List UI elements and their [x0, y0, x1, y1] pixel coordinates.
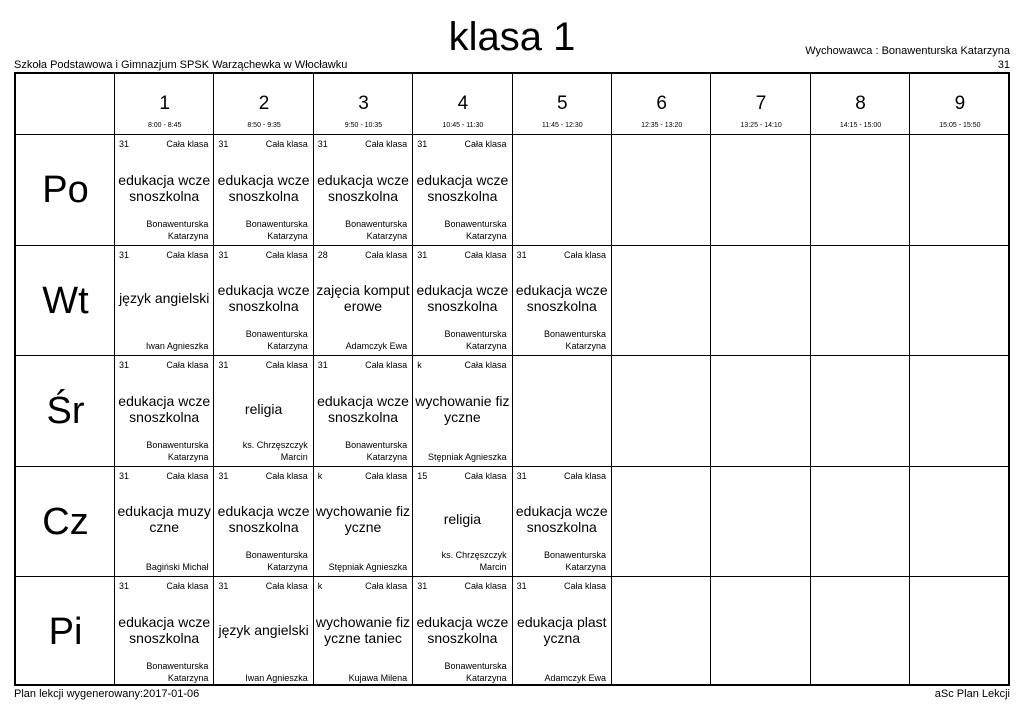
lesson-cell [214, 356, 312, 466]
home-room: 31 [997, 59, 1010, 71]
lesson-group: Cała klasa [265, 139, 308, 149]
lesson-subject: edukacja wczesnoszkolna [515, 503, 608, 536]
lesson-teacher: Adamczyk Ewa [345, 341, 408, 351]
period-header [413, 74, 512, 135]
lesson-room: 31 [218, 249, 229, 260]
lesson-room: k [417, 360, 422, 370]
lesson-cell [314, 577, 412, 687]
lesson-subject: wychowanie fizyczne taniec [315, 613, 411, 646]
lesson-group: Cała klasa [265, 581, 308, 591]
lesson-room: 31 [119, 360, 130, 370]
lesson-group: Cała klasa [563, 581, 606, 591]
day-label: Śr [46, 390, 85, 432]
lesson-teacher: Stępniak Agnieszka [428, 451, 507, 462]
lesson-room: 15 [417, 470, 428, 481]
lesson-room: 31 [317, 360, 328, 370]
period-header [115, 74, 214, 135]
lesson-teacher: Bonawenturska Katarzyna [245, 329, 308, 351]
lesson-cell [513, 577, 611, 687]
lesson-subject: edukacja wczesnoszkolna [217, 171, 310, 204]
lesson-teacher: Bonawenturska Katarzyna [543, 550, 606, 572]
period-header [214, 74, 313, 135]
lesson-group: Cała klasa [464, 249, 507, 260]
period-header [811, 74, 910, 135]
lesson-group: Cała klasa [166, 249, 209, 260]
lesson-room: 31 [417, 581, 428, 591]
period-time: 15:05 - 15:50 [939, 122, 981, 129]
lesson-room: 31 [317, 139, 328, 149]
grid-vline [810, 74, 811, 684]
lesson-cell [314, 356, 412, 466]
lesson-teacher: Stępniak Agnieszka [328, 562, 408, 572]
lesson-teacher: Bonawenturska Katarzyna [444, 329, 507, 351]
lesson-cell [115, 246, 213, 356]
lesson-cell [413, 356, 511, 466]
lesson-teacher: Bonawenturska Katarzyna [146, 660, 209, 683]
lesson-teacher: Bonawenturska Katarzyna [345, 218, 408, 241]
lesson-group: Cała klasa [365, 139, 408, 149]
lesson-cell [214, 577, 312, 687]
lesson-group: Cała klasa [365, 470, 408, 481]
lesson-group: Cała klasa [464, 139, 507, 149]
grid-vline [710, 74, 711, 684]
lesson-subject: edukacja plastyczna [517, 613, 607, 646]
lesson-teacher: Bonawenturska Katarzyna [345, 439, 408, 462]
period-number: 6 [656, 93, 667, 114]
period-header [910, 74, 1009, 135]
lesson-subject: edukacja wczesnoszkolna [317, 171, 409, 204]
lesson-teacher: ks. Chrzęszczyk Marcin [242, 439, 308, 462]
grid-vline [909, 74, 910, 684]
lesson-cell [115, 356, 213, 466]
lesson-teacher: Bonawenturska Katarzyna [444, 218, 507, 241]
lesson-subject: edukacja wczesnoszkolna [118, 392, 211, 425]
lesson-cell [314, 135, 412, 245]
lesson-group: Cała klasa [365, 249, 408, 260]
lesson-subject: edukacja wczesnoszkolna [416, 171, 509, 204]
lesson-group: Cała klasa [166, 360, 209, 370]
lesson-cell [413, 467, 511, 577]
lesson-teacher: ks. Chrzęszczyk Marcin [441, 550, 507, 572]
class-teacher: Wychowawca : Bonawenturska Katarzyna [805, 45, 1010, 57]
lesson-teacher: Bonawenturska Katarzyna [146, 439, 209, 462]
lesson-room: 31 [417, 249, 428, 260]
lesson-cell [314, 467, 412, 577]
period-time: 9:50 - 10:35 [344, 122, 383, 129]
lesson-subject: język angielski [218, 621, 309, 638]
period-number: 8 [855, 93, 866, 114]
period-header [612, 74, 711, 135]
lesson-cell [413, 246, 511, 356]
lesson-group: Cała klasa [464, 470, 507, 481]
lesson-teacher: Bonawenturska Katarzyna [543, 329, 606, 351]
period-time: 13:25 - 14:10 [740, 122, 782, 129]
lesson-subject: religia [443, 511, 482, 528]
lesson-cell [314, 246, 412, 356]
lesson-teacher: Bonawenturska Katarzyna [245, 550, 308, 572]
lesson-room: 31 [218, 360, 229, 370]
lesson-teacher: Iwan Agnieszka [245, 672, 308, 683]
lesson-subject: edukacja wczesnoszkolna [217, 282, 310, 315]
lesson-subject: edukacja muzyczne [117, 503, 211, 536]
lesson-cell [513, 467, 611, 577]
lesson-room: k [317, 470, 323, 481]
period-number: 9 [954, 93, 966, 114]
lesson-room: 31 [218, 581, 229, 591]
lesson-cell [513, 246, 611, 356]
lesson-teacher: Bagiński Michał [145, 562, 209, 572]
lesson-teacher: Iwan Agnieszka [145, 341, 209, 351]
lesson-subject: edukacja wczesnoszkolna [118, 171, 211, 204]
lesson-group: Cała klasa [365, 581, 408, 591]
lesson-room: 31 [218, 139, 229, 149]
lesson-group: Cała klasa [464, 581, 507, 591]
lesson-room: k [317, 581, 323, 591]
lesson-cell [413, 135, 511, 245]
period-time: 8:00 - 8:45 [147, 122, 182, 129]
lesson-room: 31 [218, 470, 229, 481]
lesson-group: Cała klasa [365, 360, 408, 370]
lesson-room: 31 [119, 581, 130, 591]
period-time: 12:35 - 13:20 [641, 122, 683, 129]
grid-vline [611, 74, 612, 684]
lesson-cell [115, 577, 213, 687]
lesson-room: 31 [119, 249, 130, 260]
lesson-subject: edukacja wczesnoszkolna [416, 613, 509, 646]
lesson-subject: edukacja wczesnoszkolna [317, 392, 409, 425]
lesson-cell [214, 246, 312, 356]
lesson-group: Cała klasa [563, 249, 606, 260]
generated-date: Plan lekcji wygenerowany:2017-01-06 [14, 688, 200, 700]
lesson-subject: wychowanie fizyczne [315, 503, 411, 536]
lesson-subject: religia [244, 400, 283, 417]
day-label: Po [42, 169, 89, 211]
lesson-room: 31 [516, 581, 527, 591]
lesson-subject: edukacja wczesnoszkolna [118, 613, 211, 646]
lesson-room: 31 [516, 470, 527, 481]
lesson-room: 31 [516, 249, 527, 260]
lesson-group: Cała klasa [563, 470, 606, 481]
lesson-cell [115, 467, 213, 577]
lesson-cell [413, 577, 511, 687]
period-number: 1 [159, 93, 170, 114]
lesson-group: Cała klasa [166, 139, 209, 149]
period-time: 11:45 - 12:30 [541, 122, 583, 129]
app-name: aSc Plan Lekcji [934, 688, 1010, 700]
lesson-group: Cała klasa [265, 249, 308, 260]
lesson-teacher: Bonawenturska Katarzyna [245, 218, 308, 241]
lesson-cell [214, 135, 312, 245]
lesson-subject: zajęcia komputerowe [316, 282, 410, 315]
day-label: Cz [42, 500, 89, 543]
lesson-teacher: Bonawenturska Katarzyna [146, 218, 209, 241]
lesson-room: 31 [119, 470, 130, 481]
lesson-teacher: Kujawa Milena [348, 672, 408, 683]
period-time: 14:15 - 15:00 [839, 122, 882, 129]
period-number: 2 [258, 93, 270, 114]
lesson-room: 31 [119, 139, 130, 149]
period-time: 10:45 - 11:30 [442, 122, 484, 129]
lesson-subject: edukacja wczesnoszkolna [416, 282, 509, 315]
lesson-group: Cała klasa [464, 360, 507, 370]
lesson-group: Cała klasa [166, 470, 209, 481]
lesson-cell [115, 135, 213, 245]
timetable-grid [14, 72, 1010, 686]
lesson-subject: wychowanie fizyczne [415, 392, 510, 425]
school-name: Szkoła Podstawowa i Gimnazjum SPSK Warząchewka w Włocławku [14, 59, 348, 71]
day-label: Pi [48, 611, 83, 653]
lesson-group: Cała klasa [166, 581, 209, 591]
period-number: 5 [557, 93, 568, 114]
lesson-subject: edukacja wczesnoszkolna [217, 503, 310, 536]
period-number: 3 [358, 93, 369, 114]
lesson-group: Cała klasa [265, 470, 308, 481]
page-title: klasa 1 [448, 15, 576, 59]
period-number: 4 [457, 93, 469, 114]
period-time: 8:50 - 9:35 [247, 122, 281, 129]
day-label: Wt [42, 279, 89, 322]
period-header [314, 74, 413, 135]
lesson-cell [214, 467, 312, 577]
period-header [711, 74, 810, 135]
lesson-subject: edukacja wczesnoszkolna [515, 282, 608, 315]
lesson-teacher: Bonawenturska Katarzyna [444, 660, 507, 683]
lesson-teacher: Adamczyk Ewa [544, 672, 606, 683]
lesson-room: 31 [417, 139, 428, 149]
period-number: 7 [755, 93, 767, 114]
lesson-room: 28 [317, 249, 328, 260]
lesson-subject: język angielski [119, 290, 210, 307]
period-header [513, 74, 612, 135]
lesson-group: Cała klasa [265, 360, 308, 370]
